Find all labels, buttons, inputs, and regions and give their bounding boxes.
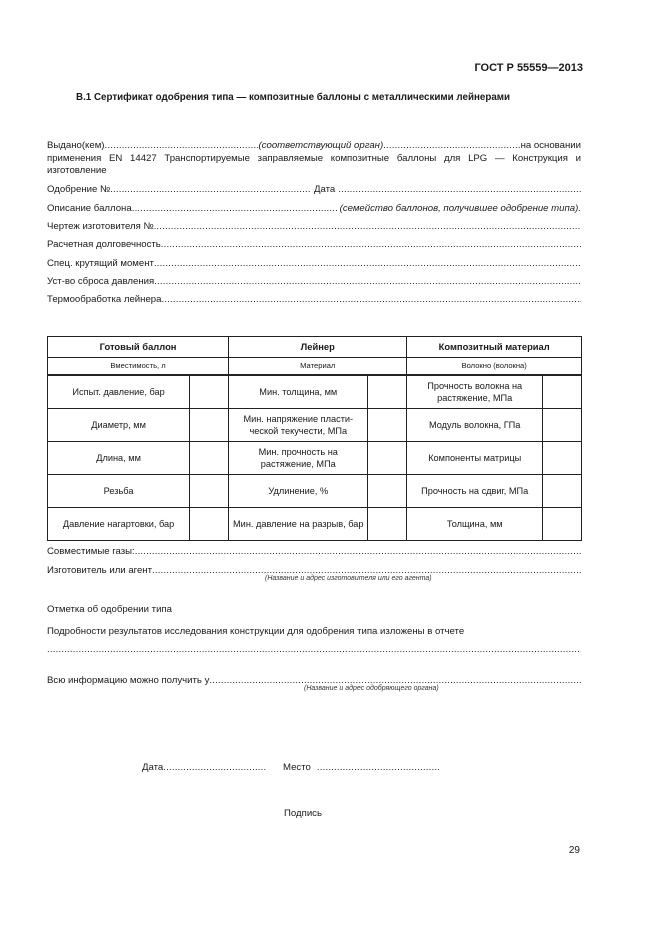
issued-body-note: (соответствующий орган)	[258, 140, 384, 151]
approval-no-label: Одобрение №.	[47, 184, 113, 195]
fill-dots	[47, 644, 581, 655]
table-cell: Испыт. давление, бар	[48, 375, 190, 409]
cylinder-description-line	[47, 203, 581, 214]
compatible-gases-label: Совместимые газы:	[47, 546, 135, 557]
value-cell[interactable]	[190, 375, 229, 409]
table-row	[48, 375, 582, 409]
value-cell[interactable]	[190, 442, 229, 475]
cylinder-description-label: Описание баллона	[47, 203, 132, 214]
fill-dots	[161, 239, 581, 250]
torque-line	[47, 258, 581, 269]
table-cell: Мин. давление на разрыв, бар	[229, 508, 368, 541]
table-cell: Толщина, мм	[407, 508, 543, 541]
fill-dots	[105, 140, 259, 151]
fill-dots	[154, 276, 581, 287]
table-cell: Длина, мм	[48, 442, 190, 475]
fill-dots	[317, 762, 439, 773]
all-info-caption: (Название и адрес одобряющего органа)	[304, 685, 439, 692]
value-cell[interactable]	[368, 409, 407, 442]
table-cell: Модуль волокна, ГПа	[407, 409, 543, 442]
compatible-gases-line	[47, 546, 581, 557]
date-label: Дата	[313, 184, 336, 195]
issued-line-2: применения EN 14427 Транспортируемые заправляемые композитные баллоны для LPG — Конструкция и	[47, 153, 581, 164]
table-row	[48, 409, 582, 442]
signature-label: Подпись	[284, 808, 322, 819]
issued-line-3: изготовление	[47, 165, 107, 176]
table-cell: Удлинение, %	[229, 475, 368, 508]
pressure-relief-label: Уст-во сброса давления	[47, 276, 155, 287]
fill-dots	[338, 184, 581, 195]
value-cell[interactable]	[190, 475, 229, 508]
details-fill-line	[47, 644, 581, 655]
header-composite: Композитный материал	[407, 337, 582, 358]
subheader-capacity: Вместимость, л	[48, 358, 229, 376]
issued-basis: на основании	[520, 140, 581, 151]
issued-by-label: Выдано(кем)	[47, 140, 105, 151]
value-cell[interactable]	[368, 508, 407, 541]
signature-date-line	[142, 762, 267, 773]
header-finished-cylinder: Готовый баллон	[48, 337, 229, 358]
manufacturer-caption: (Название и адрес изготовителя или его агента)	[265, 575, 432, 582]
table-row	[48, 508, 582, 541]
section-title: В.1 Сертификат одобрения типа — композитные баллоны с металлическими лейнерами	[76, 92, 511, 103]
all-info-label: Всю информацию можно получить у	[47, 675, 210, 686]
value-cell[interactable]	[543, 508, 582, 541]
table-cell: Мин. напряжение пласти-ческой текучести, МПа	[229, 409, 368, 442]
standard-number: ГОСТ Р 55559—2013	[474, 62, 583, 74]
table-cell: Компоненты матрицы	[407, 442, 543, 475]
table-cell: Мин. прочность на растяжение, МПа	[229, 442, 368, 475]
details-label: Подробности результатов исследования конструкции для одобрения типа изложены в отчете	[47, 626, 465, 637]
fill-dots	[154, 258, 581, 269]
table-subheader-row	[48, 358, 582, 376]
value-cell[interactable]	[368, 475, 407, 508]
cylinder-description-note: (семейство баллонов, получившее одобрение типа).	[339, 203, 581, 214]
value-cell[interactable]	[543, 475, 582, 508]
fill-dots	[135, 546, 581, 557]
table-cell: Прочность волокна на растяжение, МПа	[407, 375, 543, 409]
subheader-fibers: Волокно (волокна)	[407, 358, 582, 376]
table-cell: Прочность на сдвиг, МПа	[407, 475, 543, 508]
signature-place-label: Место	[283, 762, 311, 773]
table-cell: Мин. толщина, мм	[229, 375, 368, 409]
value-cell[interactable]	[543, 375, 582, 409]
fill-dots	[132, 203, 338, 214]
fill-dots	[163, 762, 267, 773]
table-cell: Резьба	[48, 475, 190, 508]
value-cell[interactable]	[368, 375, 407, 409]
table-row	[48, 442, 582, 475]
value-cell[interactable]	[368, 442, 407, 475]
table-row	[48, 475, 582, 508]
table-cell: Давление нагартовки, бар	[48, 508, 190, 541]
page-number: 29	[568, 845, 580, 856]
pressure-relief-line	[47, 276, 581, 287]
specification-table	[47, 336, 582, 541]
issued-by-line	[47, 140, 581, 151]
approval-line	[47, 184, 581, 195]
value-cell[interactable]	[190, 508, 229, 541]
heat-treatment-label: Термообработка лейнера	[47, 294, 162, 305]
heat-treatment-line	[47, 294, 581, 305]
table-cell: Диаметр, мм	[48, 409, 190, 442]
value-cell[interactable]	[543, 442, 582, 475]
value-cell[interactable]	[190, 409, 229, 442]
value-cell[interactable]	[543, 409, 582, 442]
design-life-label: Расчетная долговечность	[47, 239, 161, 250]
fill-dots	[156, 221, 581, 232]
design-life-line	[47, 239, 581, 250]
fill-dots	[383, 140, 520, 151]
drawing-line	[47, 221, 581, 232]
table-header-row	[48, 337, 582, 358]
signature-place-line	[283, 762, 439, 773]
header-liner: Лейнер	[229, 337, 407, 358]
fill-dots	[113, 184, 311, 195]
approval-mark-label: Отметка об одобрении типа	[47, 604, 172, 615]
torque-label: Спец. крутящий момент	[47, 258, 154, 269]
drawing-label: Чертеж изготовителя №.	[47, 221, 157, 232]
fill-dots	[161, 294, 581, 305]
signature-date-label: Дата	[142, 762, 164, 773]
subheader-material: Материал	[229, 358, 407, 376]
manufacturer-label: Изготовитель или агент	[47, 565, 152, 576]
